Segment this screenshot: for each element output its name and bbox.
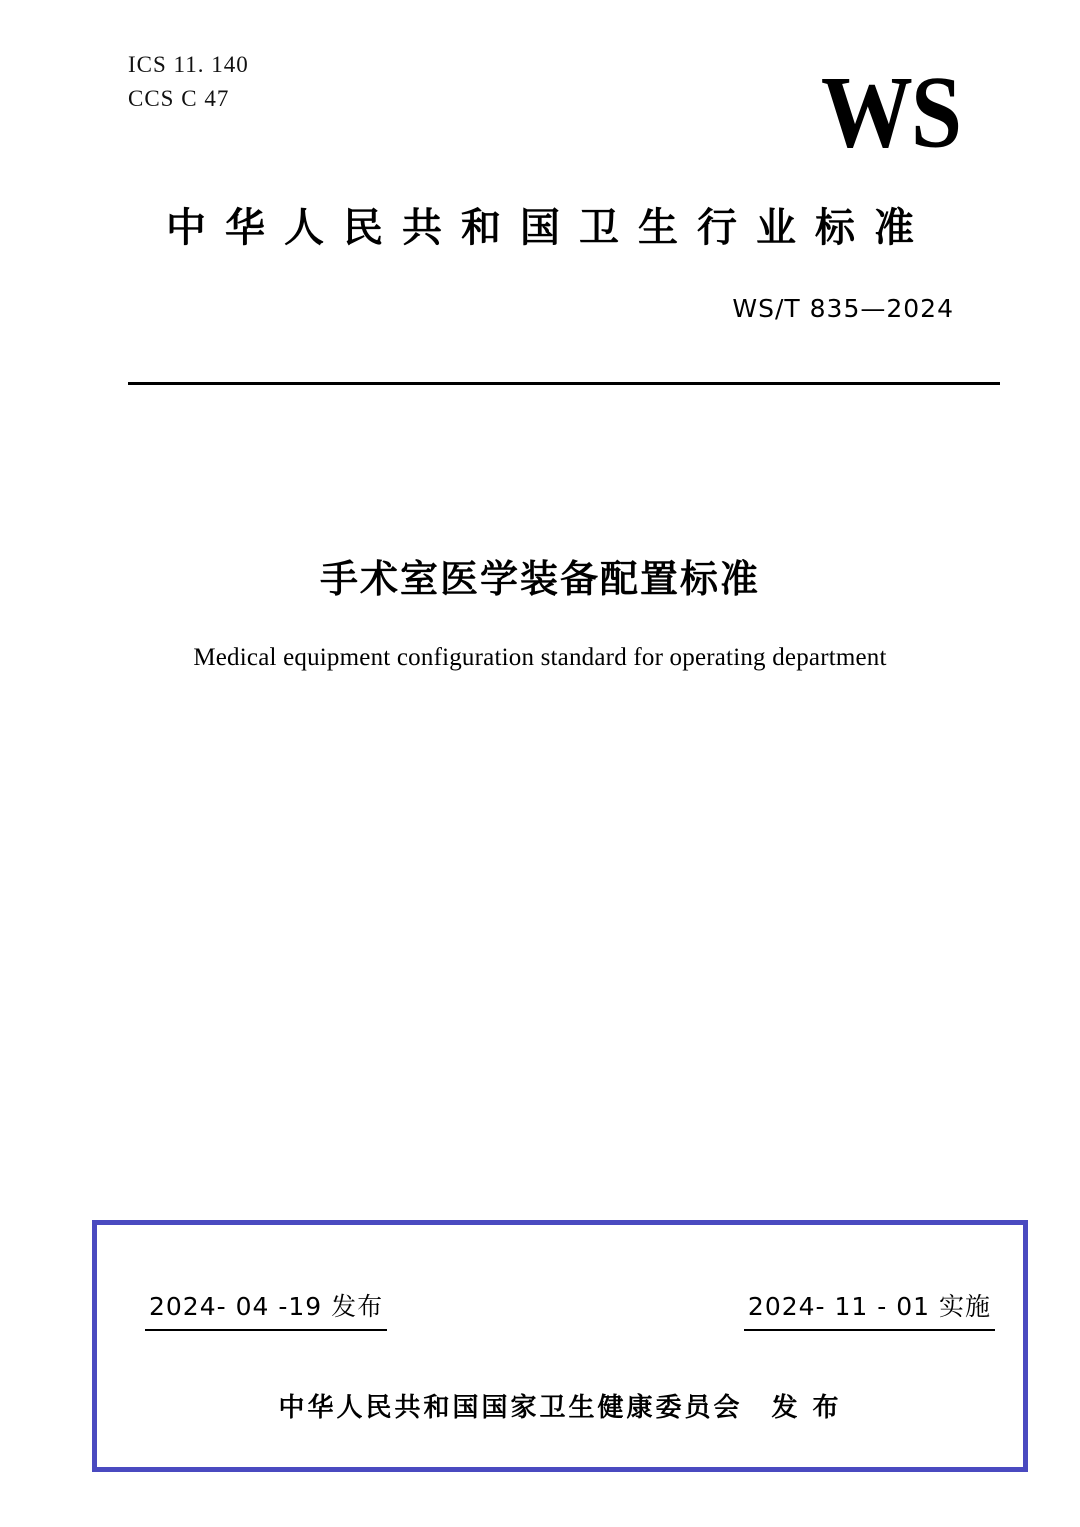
standard-series-title: 中华人民共和国卫生行业标准 (166, 205, 933, 251)
document-title-english: Medical equipment configuration standard for operating department (193, 644, 887, 671)
ws-logo: WS (820, 54, 960, 169)
classification-codes (128, 48, 249, 116)
ccs-code: CCS C 47 (128, 86, 230, 111)
standard-number: WS/T 835—2024 (732, 294, 954, 323)
header-divider (128, 382, 1000, 385)
issue-date: 2024- 04 -19 发布 (145, 1287, 387, 1331)
ics-code: ICS 11. 140 (128, 52, 249, 77)
publication-info-box (92, 1220, 1028, 1472)
effective-date: 2024- 11 - 01 实施 (744, 1287, 995, 1331)
issuing-authority: 中华人民共和国国家卫生健康委员会 发 布 (278, 1393, 842, 1423)
publication-dates (145, 1287, 995, 1331)
document-title-chinese: 手术室医学装备配置标准 (319, 557, 760, 601)
